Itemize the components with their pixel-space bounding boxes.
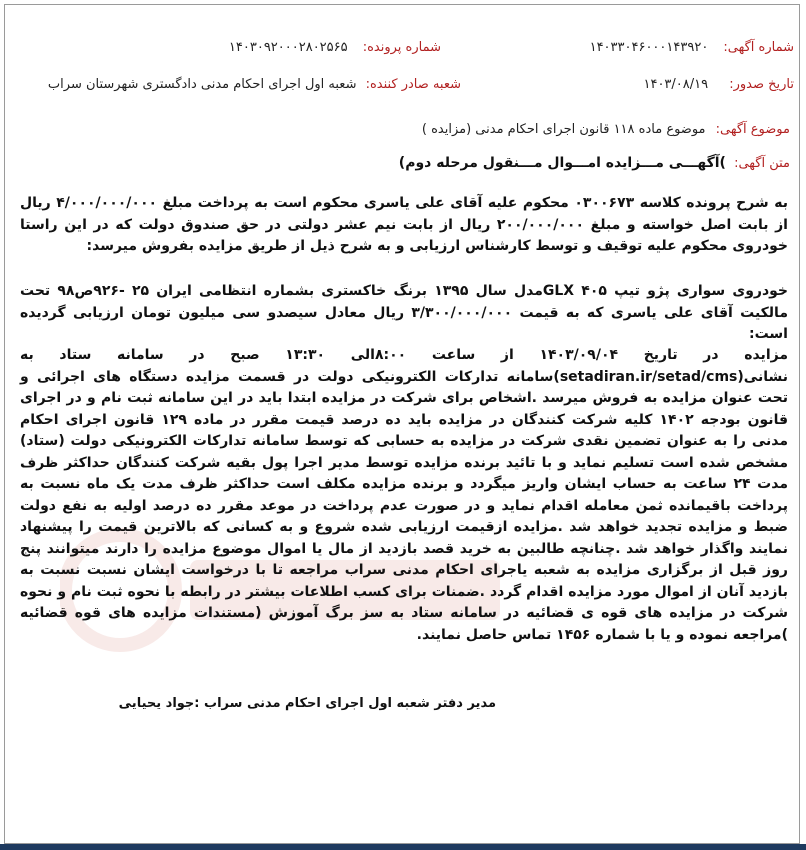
issuer-value: شعبه اول اجرای احکام مدنی دادگستری شهرستان سراب	[47, 77, 357, 92]
paragraph-intro	[20, 193, 788, 258]
subject-value: موضوع ماده ۱۱۸ قانون اجرای احکام مدنی (مزایده )	[421, 122, 706, 137]
body-title	[399, 155, 790, 171]
paragraph-text: خودروی سواری پژو تیپ GLX ۴۰۵مدل سال ۱۳۹۵ برنگ خاکستری بشماره انتظامی ایران ۲۵ -۹۲۶ص۹۸ تحت مالکیت آقای علی یاسری که به قیمت ۳/۳۰۰/۰۰۰/۰۰۰ ریال معادل سیصدو سی میلیون تومان ارزیابی گردیده است:	[20, 283, 789, 342]
paragraph-text: مزایده در تاریخ ۱۴۰۳/۰۹/۰۴ از ساعت ۸:۰۰الی ۱۳:۳۰ صبح در سامانه ستاد به نشانی(setadiran.ir/setad/cms)سامانه تدارکات الکترونیکی دولت در قسمت مزایده دستگاه های اجرائی و تحت عنوان مزایده به فروش میرسد .اشخاص برای شرکت در مزایده ابتدا باید در این سامانه ثبت نام و در اجرای قانون بودجه ۱۴۰۲ کلیه شرکت کنندگان در مزایده باید ده درصد قیمت مقرر در ماده ۱۲۹ قانون اجرای احکام مدنی را به عنوان تضمین نقدی شرکت در مزایده به حسابی که توسط سامانه تدارکات الکترونیکی دولت (ستاد) مشخص شده است تسلیم نماید و با تائید برنده مزایده توسط مدیر اجرا پول بقیه شرکت کنندگان حداکثر ظرف مدت ۲۴ ساعت به حساب ایشان واریز میگردد و برنده مزایده مکلف است حداکثر ظرف مدت یک ماه نسبت به پرداخت باقیمانده ثمن معامله اقدام نماید و در صورت عدم پرداخت در موعد مقرر ده درصد اولیه به نفع دولت ضبط و مزایده تجدید خواهد شد .مزایده ازقیمت ارزیابی شده شروع و به کسانی که بالاترین قیمت را پیشنهاد نمایند واگذار خواهد شد .چنانچه طالبین به خرید قصد بازدید از مال یا اموال موضوع مزایده را دارند میتوانند پنج روز قبل از برگزاری مزایده به شعبه یاجرای احکام مدنی سراب مراجعه تا با درخواست ایشان نسبت نسبت به بازدید آنان از اموال مورد مزایده اقدام گردد .ضمنات برای کسب اطلاعات بیشتر در رابطه با نحوه ثبت نام و نحوه شرکت در مزایده های قوه ی قضائیه در سامانه ستاد به سز برگ آموزش (مستندات مزایده های قوه قضائیه )مراجعه نموده و یا با شماره ۱۴۵۶ تماس حاصل نمایند.	[20, 347, 788, 643]
issuer	[48, 73, 461, 92]
body-title-value: )آگهـــی مـــزایده امـــوال مـــنقول مرحله دوم)	[398, 155, 726, 171]
bottom-bar	[0, 844, 806, 850]
ad-number-value: ۱۴۰۳۳۰۴۶۰۰۰۱۴۳۹۲۰	[589, 40, 709, 55]
subject	[422, 122, 790, 137]
paragraph-text: به شرح پرونده کلاسه ۰۳۰۰۶۷۳ محکوم علیه آقای علی یاسری محکوم است به پرداخت مبلغ ۴/۰۰۰/۰۰۰/۰۰۰ ریال از بابت اصل خواسته و مبلغ ۲۰۰/۰۰۰/۰۰۰ ریال از بابت نیم عشر دولتی در حق صندوق دولت که در این راستا خودروی محکوم علیه توقیف و توسط کارشناس ارزیابی و به شرح ذیل از طریق مزایده بفروش میرسد:	[20, 195, 788, 254]
body-title-label: متن آگهی:	[734, 156, 790, 171]
issue-date	[643, 73, 794, 92]
issue-date-value: ۱۴۰۳/۰۸/۱۹	[643, 77, 709, 92]
issuer-label: شعبه صادر کننده:	[365, 77, 461, 92]
subject-label: موضوع آگهی:	[715, 122, 790, 137]
paragraph-auction-terms	[20, 345, 788, 646]
case-number-label: شماره پرونده:	[362, 40, 441, 55]
paragraph-vehicle	[20, 281, 788, 346]
case-number-value: ۱۴۰۳۰۹۲۰۰۰۲۸۰۲۵۶۵	[228, 40, 348, 55]
case-number	[229, 36, 441, 55]
ad-number-label: شماره آگهی:	[723, 40, 794, 55]
signature: مدیر دفتر شعبه اول اجرای احکام مدنی سراب :جواد یحیایی	[118, 696, 496, 711]
issue-date-label: تاریخ صدور:	[729, 77, 794, 92]
ad-number	[590, 36, 794, 55]
